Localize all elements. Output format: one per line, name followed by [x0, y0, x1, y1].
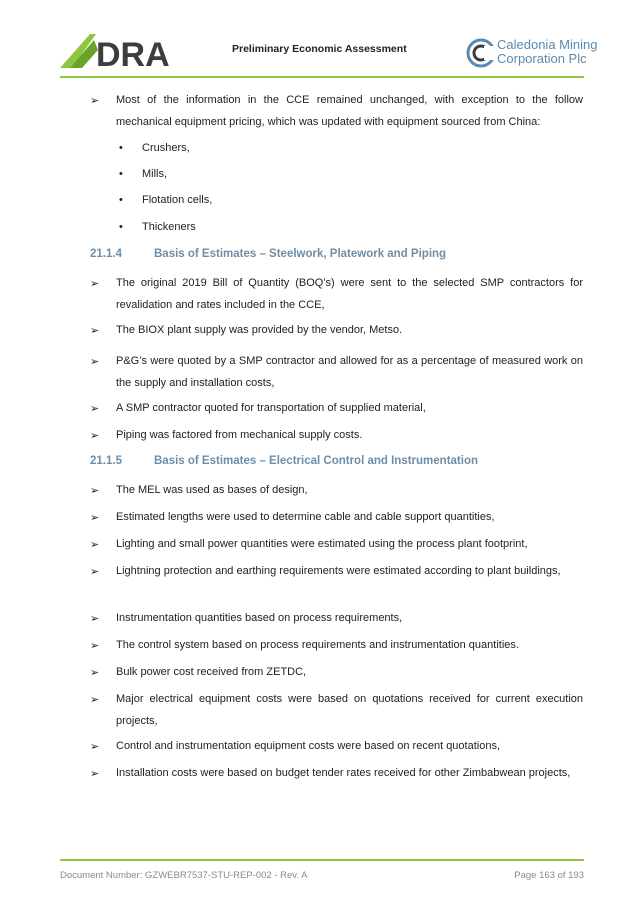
caledonia-line1: Caledonia Mining: [497, 37, 598, 52]
arrow-bullet-icon: ➢: [90, 95, 100, 107]
arrow-bullet-icon: ➢: [90, 768, 100, 780]
page-number: Page 163 of 193: [514, 870, 584, 881]
arrow-bullet-icon: ➢: [90, 278, 100, 290]
section-title: Basis of Estimates – Steelwork, Platework and Piping: [154, 248, 447, 260]
arrow-bullet-icon: ➢: [90, 667, 100, 679]
section-heading-steelwork: [90, 248, 446, 260]
sub-item-flotation: Flotation cells,: [142, 194, 213, 206]
caledonia-line2: Corporation Plc: [497, 51, 587, 66]
document-title: Preliminary Economic Assessment: [232, 43, 407, 55]
footer-divider: [60, 859, 584, 861]
sub-item-mills: Mills,: [142, 168, 168, 180]
bullet-text: A SMP contractor quoted for transportation of supplied material,: [116, 402, 426, 414]
bullet-text: Piping was factored from mechanical supply costs.: [116, 429, 363, 441]
bullet-dot-icon: •: [119, 194, 123, 206]
dra-logo-text: DRA: [96, 36, 170, 70]
bullet-text: The original 2019 Bill of Quantity (BOQ’s) were sent to the selected SMP contractors for revalidation and rates included in the CCE,: [116, 277, 583, 311]
caledonia-logo-text: [497, 38, 597, 66]
header-divider: [60, 76, 584, 78]
intro-bullet-text: Most of the information in the CCE remained unchanged, with exception to the follow mechanical equipment pricing, which was updated with equipment sourced from China:: [116, 94, 583, 128]
arrow-bullet-icon: ➢: [90, 539, 100, 551]
arrow-bullet-icon: ➢: [90, 566, 100, 578]
arrow-bullet-icon: ➢: [90, 512, 100, 524]
bullet-text: Instrumentation quantities based on process requirements,: [116, 612, 403, 624]
arrow-bullet-icon: ➢: [90, 403, 100, 415]
arrow-bullet-icon: ➢: [90, 640, 100, 652]
bullet-text: Control and instrumentation equipment costs were based on recent quotations,: [116, 740, 501, 752]
bullet-text: Bulk power cost received from ZETDC,: [116, 666, 307, 678]
bullet-text: The MEL was used as bases of design,: [116, 484, 308, 496]
arrow-bullet-icon: ➢: [90, 356, 100, 368]
arrow-bullet-icon: ➢: [90, 325, 100, 337]
bullet-dot-icon: •: [119, 221, 123, 233]
arrow-bullet-icon: ➢: [90, 430, 100, 442]
document-number: Document Number: GZWEBR7537-STU-REP-002 - Rev. A: [60, 870, 308, 881]
bullet-dot-icon: •: [119, 142, 123, 154]
bullet-text: Lighting and small power quantities were estimated using the process plant footprint,: [116, 538, 528, 550]
bullet-text: The BIOX plant supply was provided by the vendor, Metso.: [116, 324, 403, 336]
bullet-text: P&G’s were quoted by a SMP contractor and allowed for as a percentage of measured work on the supply and installation costs,: [116, 355, 583, 389]
arrow-bullet-icon: ➢: [90, 741, 100, 753]
section-number: 21.1.5: [90, 455, 122, 467]
bullet-dot-icon: •: [119, 168, 123, 180]
section-number: 21.1.4: [90, 248, 122, 260]
section-heading-electrical: [90, 455, 478, 467]
arrow-bullet-icon: ➢: [90, 485, 100, 497]
section-title: Basis of Estimates – Electrical Control and Instrumentation: [154, 455, 478, 467]
arrow-bullet-icon: ➢: [90, 694, 100, 706]
bullet-text: Lightning protection and earthing requirements were estimated according to plant buildings,: [116, 565, 561, 577]
bullet-text: The control system based on process requirements and instrumentation quantities.: [116, 639, 519, 651]
dra-logo: [60, 30, 200, 70]
arrow-bullet-icon: ➢: [90, 613, 100, 625]
sub-item-thickeners: Thickeners: [142, 221, 196, 233]
caledonia-logo-mark: [466, 38, 496, 68]
sub-item-crushers: Crushers,: [142, 142, 190, 154]
page-header: [0, 0, 644, 80]
bullet-text: Major electrical equipment costs were based on quotations received for current execution projects,: [116, 693, 583, 727]
bullet-text: Installation costs were based on budget tender rates received for other Zimbabwean projects,: [116, 767, 571, 779]
bullet-text: Estimated lengths were used to determine cable and cable support quantities,: [116, 511, 495, 523]
